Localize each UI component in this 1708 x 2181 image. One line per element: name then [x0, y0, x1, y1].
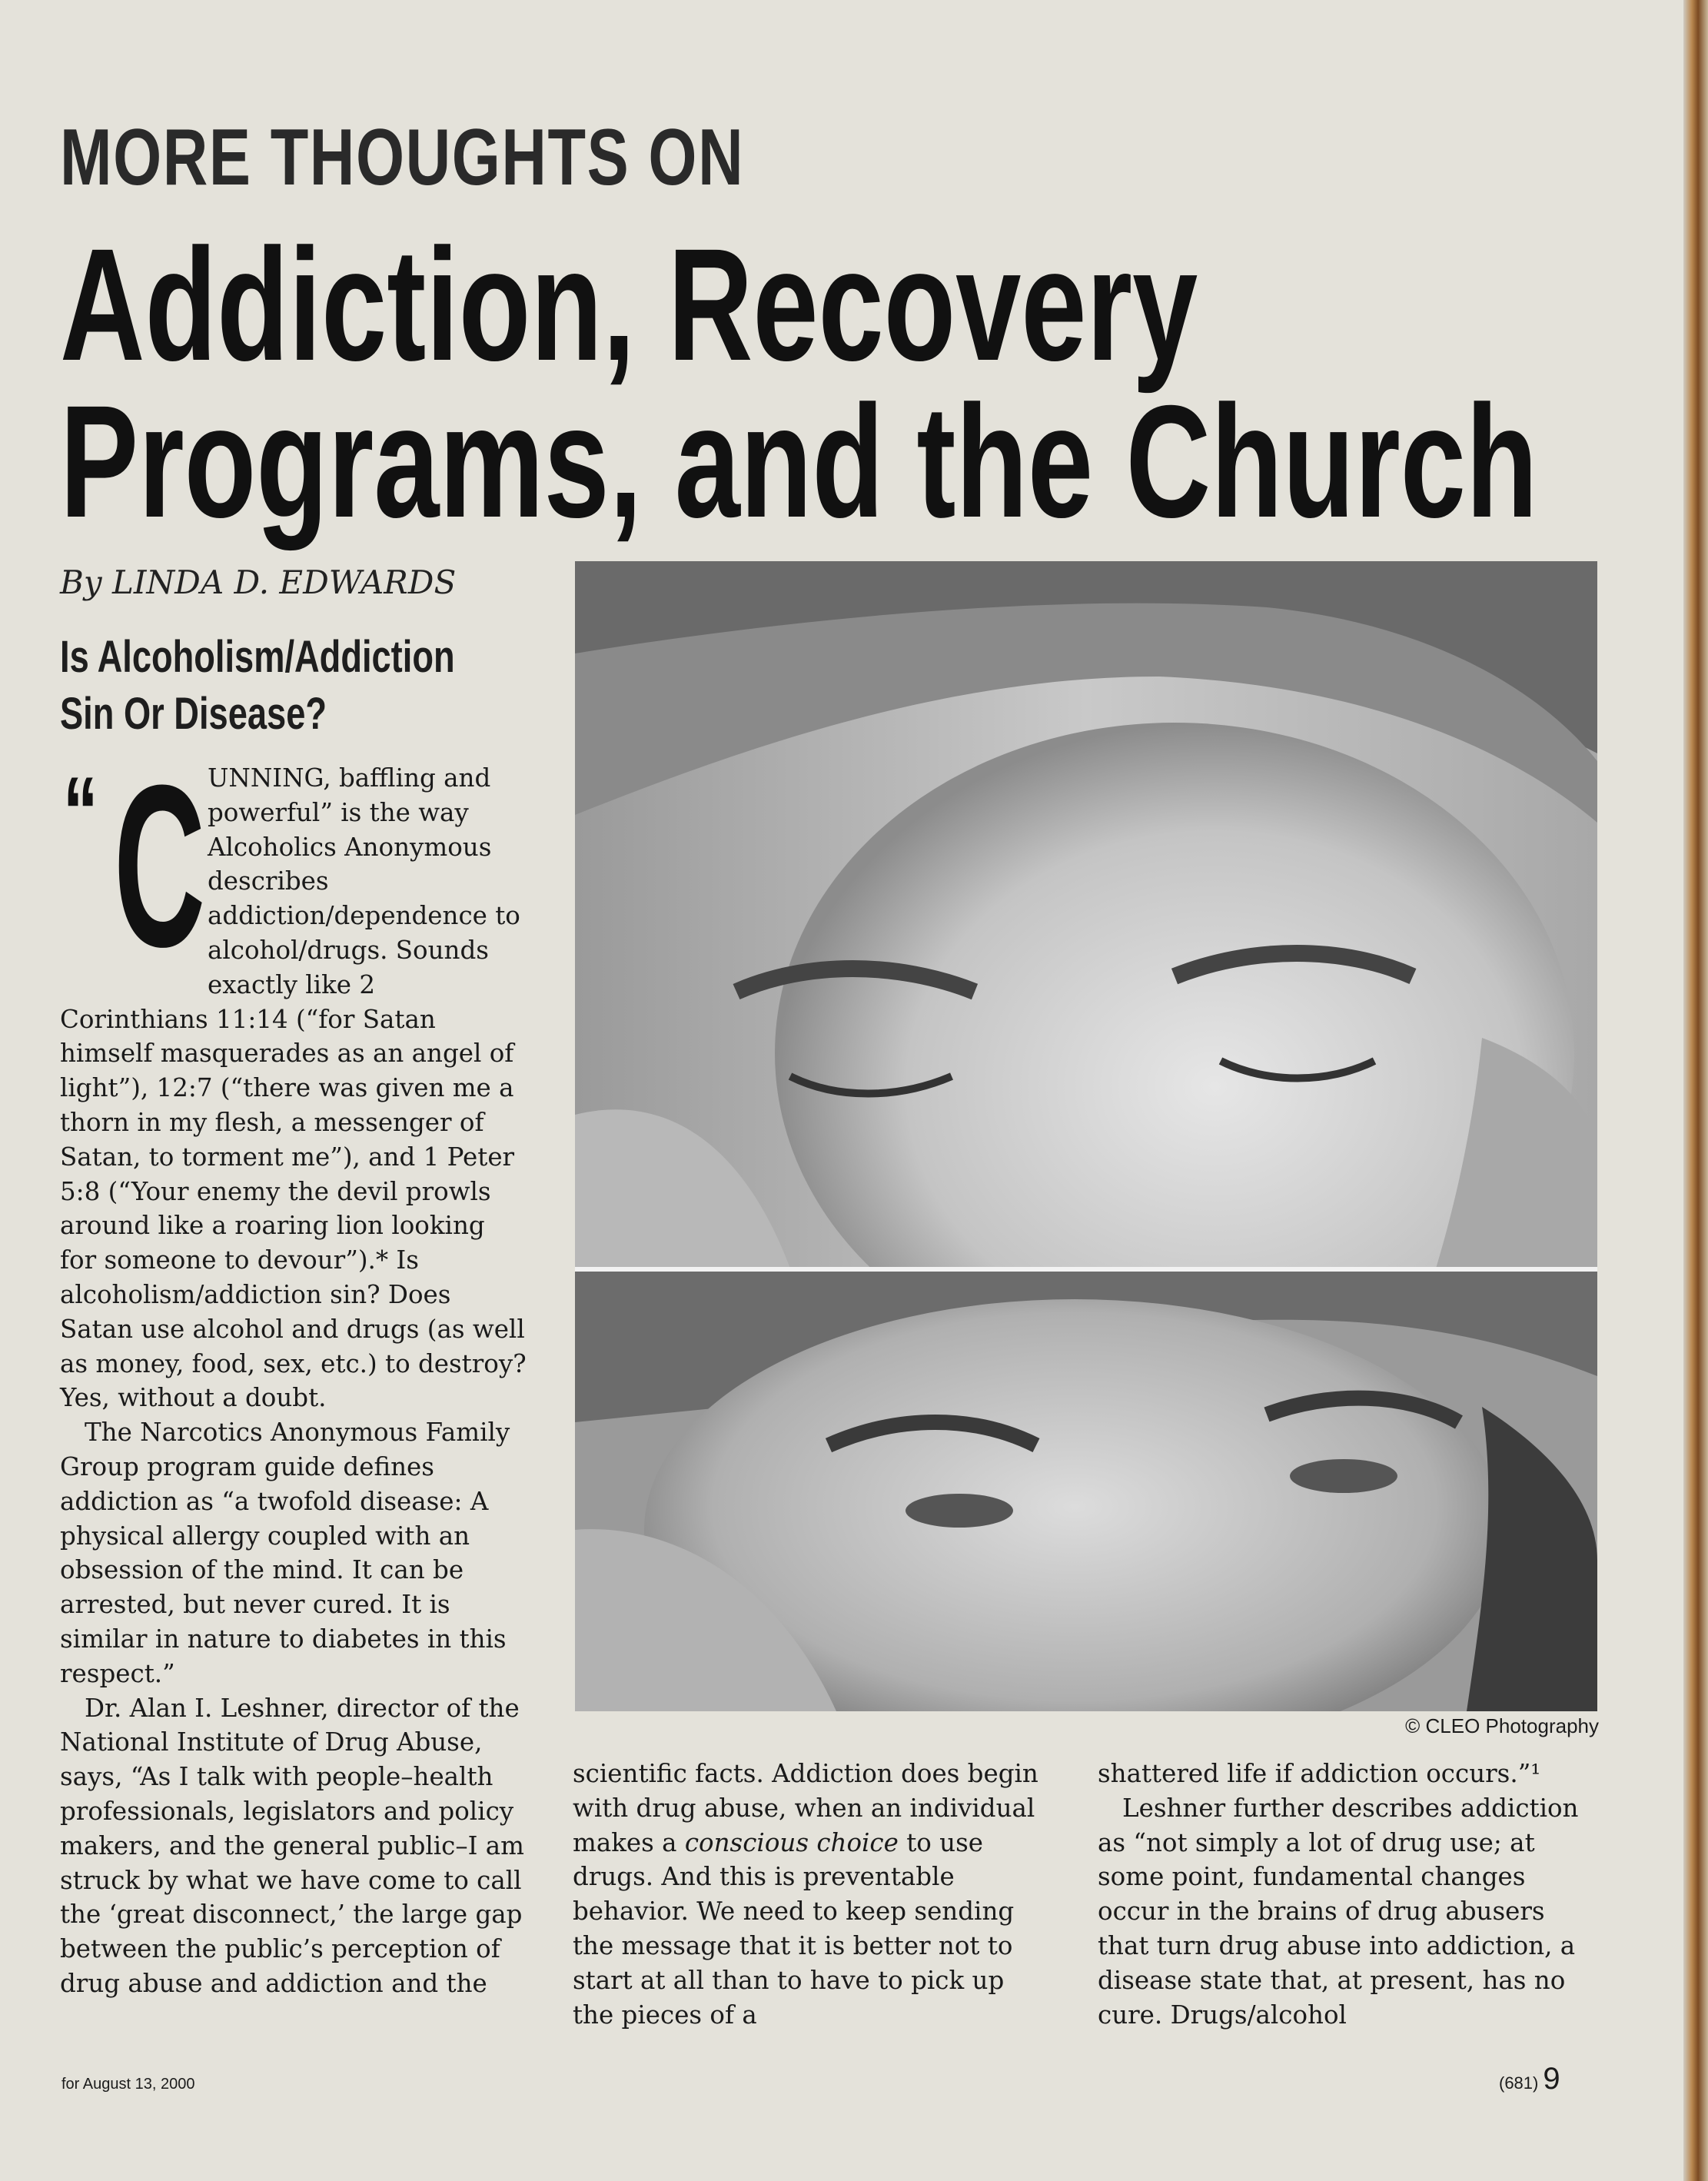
text-column-2 — [573, 1757, 1049, 2032]
text-column-3 — [1098, 1757, 1590, 2032]
paragraph-2: The Narcotics Anonymous Family Group program guide defines addiction as “a twofold disease: A physical allergy coupled with an obsession of the mind. It can be arrested, but never cured. It is similar in nature to diabetes in this respect.” — [60, 1418, 510, 1688]
paragraph-3: Dr. Alan I. Leshner, director of the National Institute of Drug Abuse, says, “As I talk with people–health professionals, legislators and policy makers, and the general public–I am struck by what we have come to call the ‘great disconnect,’ the large gap between the public’s perception of drug abuse and addiction and the — [60, 1693, 524, 1998]
column-2-paragraph — [573, 1757, 1049, 2032]
article-photo — [575, 561, 1597, 1711]
column-2-emphasis: conscious choice — [684, 1827, 899, 1857]
paragraph-1-text: UNNING, baffling and powerful” is the way Alcoholics Anonymous describes addiction/dependence to alcohol/drugs. Sounds exactly like 2 Corinthians 11:14 (“for Satan himself masquerades as an angel of light”), 12:7 (“there was given me a thorn in my flesh, a messenger of Satan, to torment me”), and 1 Peter 5:8 (“Your enemy the devil prowls around like a roaring lion looking for someone to devour”).* Is alcoholism/addiction sin? Does Satan use alcohol and drugs (as well as money, food, sex, etc.) to destroy? Yes, without a doubt. — [60, 763, 527, 1413]
opening-quote-mark: “ — [63, 756, 98, 868]
issue-number: (681) — [1499, 2073, 1539, 2093]
paragraph-1 — [60, 736, 529, 1415]
footer-page-info — [1499, 2062, 1560, 2096]
column-2-text-b: to use drugs. And this is preventable behavior. We need to keep sending the message that it is better not to start at all than to have to pick up the pieces of a — [573, 1827, 1015, 2030]
page-number: 9 — [1543, 2062, 1560, 2096]
page-edge — [1683, 0, 1708, 2181]
photo-credit: © CLEO Photography — [1405, 1714, 1599, 1737]
byline: By LINDA D. EDWARDS — [60, 564, 457, 601]
column-2-text-a: scientific facts. Addiction does begin with drug abuse, when an individual makes a — [573, 1759, 1038, 1857]
drop-cap-letter: C — [114, 736, 206, 995]
text-column-1 — [60, 736, 529, 2001]
section-subhead — [60, 629, 540, 743]
article-kicker: MORE THOUGHTS ON — [60, 113, 745, 202]
footer-publication-date: for August 13, 2000 — [61, 2076, 195, 2093]
headline-line-2: Programs, and the Church — [60, 373, 1538, 551]
article-headline — [60, 216, 1587, 551]
subhead-line-1: Is Alcoholism/Addiction — [60, 632, 455, 682]
drop-cap-block — [60, 736, 206, 995]
column-3-paragraph-a: shattered life if addiction occurs.”¹ — [1098, 1759, 1541, 1788]
portrait-photo-illustration — [575, 561, 1597, 1711]
column-3-paragraph-b: Leshner further describes addiction as “not simply a lot of drug use; at some point, fundamental changes occur in the brains of drug abusers that turn drug abuse into addiction, a disease state that, at present, has no cure. Drugs/alcohol — [1098, 1793, 1579, 2030]
subhead-line-2: Sin Or Disease? — [60, 689, 327, 739]
headline-line-1: Addiction, Recovery — [60, 216, 1198, 394]
